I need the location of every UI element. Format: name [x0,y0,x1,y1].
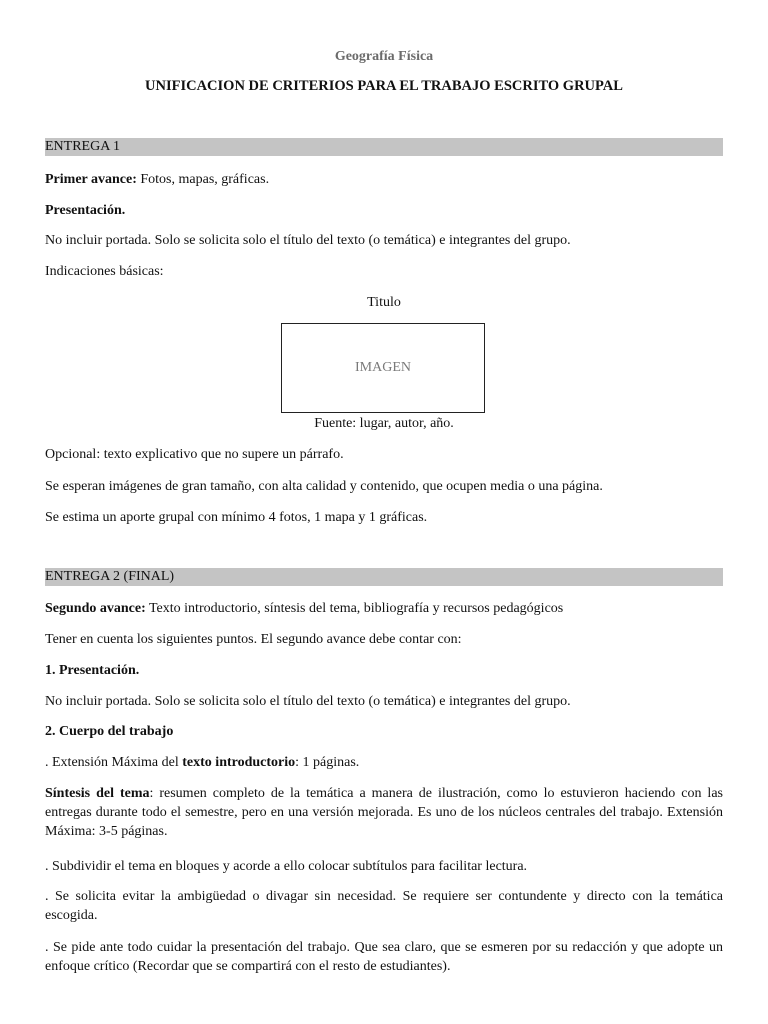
presentacion-heading [45,201,723,220]
extension-suffix: : 1 páginas. [295,755,360,770]
image-placeholder-label: IMAGEN [355,360,411,375]
portada-instruction-1: No incluir portada. Solo se solicita solo el título del texto (o temática) e integrantes del grupo. [45,233,571,248]
sintesis-label: Síntesis del tema [45,786,150,801]
indicaciones-label: Indicaciones básicas: [45,264,164,279]
sample-title: Titulo [367,295,401,310]
segundo-avance-line [45,599,723,618]
sintesis-text: : resumen completo de la temática a manera de ilustración, como lo estuvieron haciendo con las entregas durante todo el semestre, pero en una versión mejorada. Es uno de los núcleos centrales del trabajo. Extensión Máxima: 3-5 páginas. [45,786,723,839]
cuidar-paragraph: . Se pide ante todo cuidar la presentación del trabajo. Que sea claro, que se esmeren por su redacción y que adopte un enfoque crítico (Recordar que se compartirá con el resto de estudiantes). [45,940,723,974]
section-2-label: 2. Cuerpo del trabajo [45,724,174,739]
image-source-caption: Fuente: lugar, autor, año. [314,416,454,431]
extension-prefix: . Extensión Máxima del [45,755,183,770]
section-1-label: 1. Presentación. [45,663,140,678]
segundo-avance-text: Texto introductorio, síntesis del tema, bibliografía y recursos pedagógicos [145,601,564,616]
puntos-intro: Tener en cuenta los siguientes puntos. El segundo avance debe contar con: [45,632,462,647]
sintesis-paragraph [45,784,723,841]
evitar-paragraph: . Se solicita evitar la ambigüedad o divagar sin necesidad. Se requiere ser contundente y directo con la temática escogida. [45,889,723,923]
extension-line [45,753,723,772]
section-2-heading [45,722,723,741]
section-1-heading [45,661,723,680]
subdividir-note: . Subdividir el tema en bloques y acorde a ello colocar subtítulos para facilitar lectura. [45,859,528,874]
opcional-note: Opcional: texto explicativo que no supere un párrafo. [45,447,344,462]
image-placeholder-box [281,323,485,413]
aporte-note: Se estima un aporte grupal con mínimo 4 fotos, 1 mapa y 1 gráficas. [45,510,428,525]
course-name: Geografía Física [334,49,434,64]
primer-avance-label: Primer avance: [45,172,137,187]
segundo-avance-label: Segundo avance: [45,601,146,616]
document-title: UNIFICACION DE CRITERIOS PARA EL TRABAJO ESCRITO GRUPAL [145,78,623,94]
primer-avance-text: Fotos, mapas, gráficas. [136,172,270,187]
extension-bold: texto introductorio [182,755,296,770]
portada-instruction-2: No incluir portada. Solo se solicita solo el título del texto (o temática) e integrantes del grupo. [45,694,571,709]
section-heading-entrega-2: ENTREGA 2 (FINAL) [45,568,723,586]
section-heading-entrega-1: ENTREGA 1 [45,138,723,156]
imagenes-note: Se esperan imágenes de gran tamaño, con alta calidad y contenido, que ocupen media o una página. [45,479,603,494]
presentacion-label: Presentación. [45,203,126,218]
primer-avance-line [45,170,723,189]
